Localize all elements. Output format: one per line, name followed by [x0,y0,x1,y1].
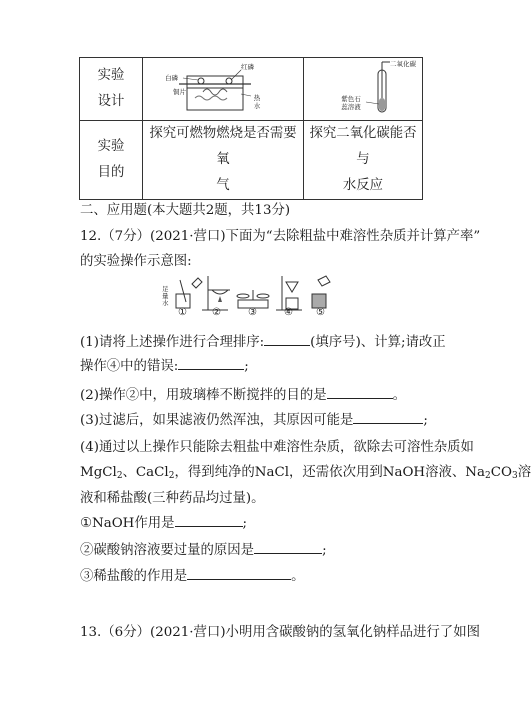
operation-steps-figure [162,272,338,322]
answer-blank-hcl[interactable] [187,567,291,580]
label-water: 足量水 [162,285,169,307]
q12-part3: (3)过滤后，如果滤液仍然浑浊，其原因可能是 ; [80,413,428,428]
step-2: ② [212,307,221,318]
label-red-phosphorus: 红磷 [241,63,254,71]
purpose-right: 探究二氧化碳能否与 水反应 [304,121,423,200]
q12-sub2: ②碳酸钠溶液要过量的原因是 ; [80,543,327,558]
q12-part4-line3: 液和稀盐酸(三种药品均过量)。 [80,491,265,506]
row-label-design: 实验 设计 [80,58,143,121]
q12-header-line2: 的实验操作示意图: [80,254,192,269]
purpose-left: 探究可燃物燃烧是否需要氧 气 [143,121,304,200]
label-white-phosphorus: 白磷 [165,74,178,82]
row-label-purpose: 实验 目的 [80,121,143,200]
answer-blank-turbid[interactable] [353,411,423,424]
experiment-table [79,57,423,200]
step-3: ③ [248,307,257,318]
q12-part4-line2: MgCl$_2$、CaCl$_2$，得到纯净的NaCl，还需依次用到NaOH溶液、$Na_2CO_3$溶 [80,465,531,481]
combustion-apparatus-figure [143,58,304,121]
q12-sub1: ①NaOH作用是 ; [80,516,248,531]
co2-apparatus-figure [304,58,423,121]
answer-blank-error[interactable] [178,357,244,370]
label-hot-water: 热水 [253,94,261,110]
q12-part4-line1: (4)通过以上操作只能除去粗盐中难溶性杂质，欲除去可溶性杂质如 [80,440,474,455]
step-5: ⑤ [316,307,325,318]
answer-blank-na2co3[interactable] [254,541,322,554]
combustion-apparatus-svg [143,58,303,116]
answer-blank-stir[interactable] [327,386,393,399]
label-litmus-solution: 紫色石蕊溶液 [341,95,361,111]
q12-part1-line2: 操作④中的错误: ; [80,359,249,374]
step-4: ④ [284,307,293,318]
q12-part1-line1: (1)请将上述操作进行合理排序: (填序号)、计算;请改正 [80,335,446,350]
q12-part2: (2)操作②中，用玻璃棒不断搅拌的目的是 。 [80,388,406,403]
label-carbon-dioxide: 二氧化碳 [390,60,416,68]
answer-blank-naoh[interactable] [175,514,243,527]
q12-sub3: ③稀盐酸的作用是 。 [80,569,305,584]
q13-header: 13.（6分）(2021·营口)小明用含碳酸钠的氢氧化钠样品进行了如图 [80,625,480,640]
answer-blank-order[interactable] [264,333,310,346]
step-1: ① [178,307,187,318]
section-title: 二、应用题(本大题共2题，共13分) [80,203,291,218]
label-copper-sheet: 铜片 [173,88,186,96]
q12-header-line1: 12.（7分）(2021·营口)下面为“去除粗盐中难溶性杂质并计算产率” [80,229,481,244]
